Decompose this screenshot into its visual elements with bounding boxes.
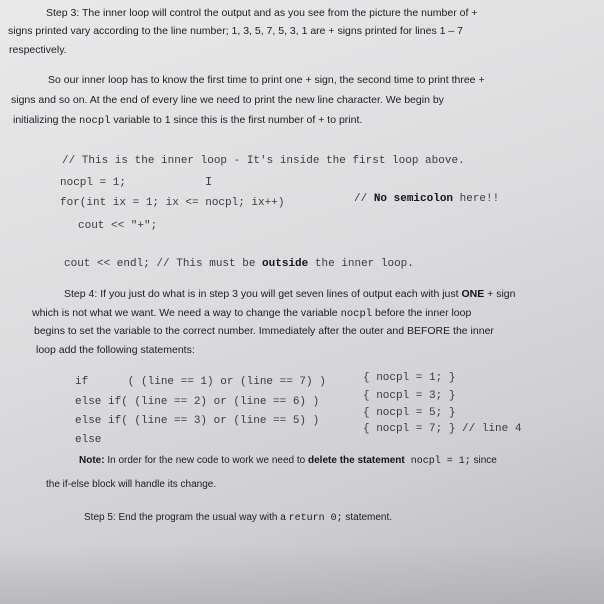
code2-if: if ( (line == 1) or (line == 7) ) (75, 376, 326, 388)
code2-else: else (75, 434, 102, 446)
step5-line: Step 5: End the program the usual way with a return 0; statement. (84, 512, 393, 524)
para2-line-3 (13, 112, 362, 129)
note-line-1: Note: In order for the new code to work we need to delete the statement nocpl = 1; since (79, 455, 497, 467)
code1-cout-plus: cout << "+"; (78, 220, 158, 232)
code2-else-if-1-body: { nocpl = 3; } (363, 390, 456, 402)
code1-cout-endl: cout << endl; // This must be outside the inner loop. (64, 258, 414, 270)
step4-line-3: begins to set the variable to the correct number. Immediately after the outer and BEFORE the inner (34, 325, 494, 337)
para2-line-2: signs and so on. At the end of every line we need to print the new line character. We begin by (11, 94, 444, 106)
code2-else-if-2-body: { nocpl = 5; } (363, 407, 456, 419)
code2-else-body: { nocpl = 7; } // line 4 (363, 423, 522, 435)
note-line-2: the if-else block will handle its change. (46, 479, 217, 490)
code1-for-comment: // No semicolon here!! (354, 193, 500, 205)
step3-line-3: respectively. (9, 44, 67, 56)
step3-line-1: Step 3: The inner loop will control the output and as you see from the picture the number of + (46, 7, 478, 19)
step4-line-4: loop add the following statements: (36, 344, 195, 356)
text-cursor-icon: I (205, 175, 213, 189)
code2-if-body: { nocpl = 1; } (363, 372, 456, 384)
para2-line-3-post: variable to 1 since this is the first number of + to print. (110, 114, 363, 126)
code2-else-if-1: else if( (line == 2) or (line == 6) ) (75, 396, 320, 408)
code1-for-loop: for(int ix = 1; ix <= nocpl; ix++) (60, 197, 285, 209)
para2-line-3-pre: initializing the (13, 114, 79, 126)
code1-nocpl-init: nocpl = 1; (60, 177, 127, 189)
photo-shadow (0, 544, 604, 604)
step4-line-1: Step 4: If you just do what is in step 3 you will get seven lines of output each with just ONE + sign (64, 288, 516, 300)
nocpl-inline-code: nocpl (78, 115, 111, 127)
code1-comment: // This is the inner loop - It's inside the first loop above. (62, 155, 465, 167)
code2-else-if-2: else if( (line == 3) or (line == 5) ) (75, 415, 320, 427)
step4-line-2: which is not what we want. We need a way to change the variable nocpl before the inner loop (32, 307, 472, 320)
para2-line-1: So our inner loop has to know the first time to print one + sign, the second time to print three + (48, 74, 485, 86)
step3-line-2: signs printed vary according to the line number; 1, 3, 5, 7, 5, 3, 1 are + signs printed for lines 1 – 7 (8, 25, 463, 37)
